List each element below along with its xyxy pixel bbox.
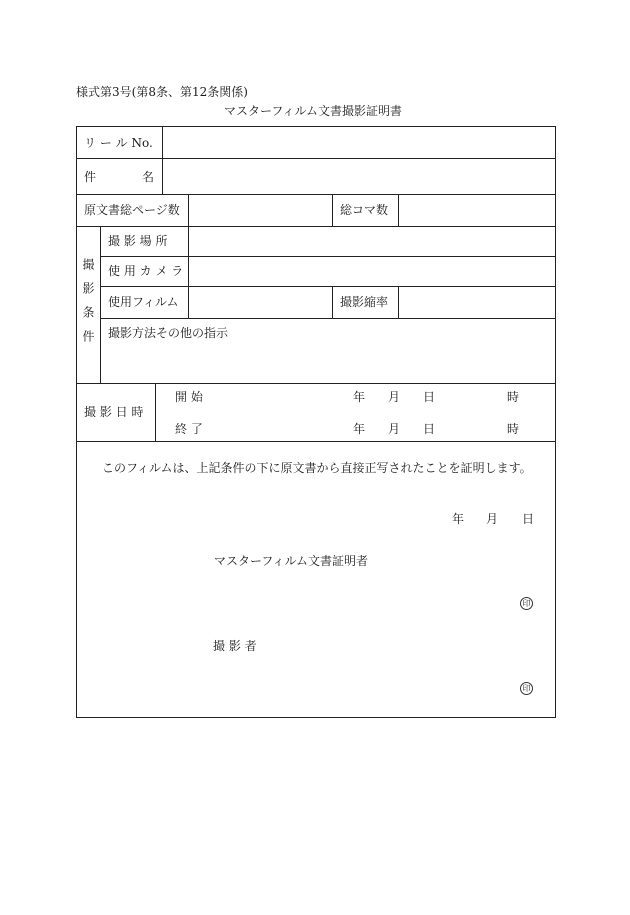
start-hour-label: 時 <box>507 390 520 404</box>
document-title: マスターフィルム文書撮影証明書 <box>224 104 402 118</box>
camera-used-label: 使 用 カ メ ラ <box>108 264 184 278</box>
certification-month-label: 月 <box>486 512 499 526</box>
item-name-label-end: 名 <box>142 170 155 184</box>
certifier-seal-icon: 印 <box>520 597 533 610</box>
photographer-label: 撮 影 者 <box>213 639 257 653</box>
total-pages-label: 原文書総ページ数 <box>84 203 180 217</box>
certification-statement: このフィルムは、上記条件の下に原文書から直接正写されたことを証明します。 <box>102 461 532 475</box>
total-frames-label: 総コマ数 <box>340 203 389 217</box>
shooting-datetime-label: 撮 影 日 時 <box>84 405 144 419</box>
start-label: 開 始 <box>175 390 203 404</box>
item-name-label-start: 件 <box>84 170 97 184</box>
certificate-form <box>76 126 556 718</box>
reduction-ratio-label: 撮影縮率 <box>340 295 389 309</box>
end-hour-label: 時 <box>507 422 520 436</box>
start-month-label: 月 <box>388 390 401 404</box>
shooting-location-label: 撮 影 場 所 <box>108 234 168 248</box>
form-number: 様式第3号(第8条、第12条関係) <box>76 85 248 99</box>
film-used-label: 使用フィルム <box>108 295 179 309</box>
shooting-method-label: 撮影方法その他の指示 <box>108 326 229 340</box>
reel-number-label: リ ー ル No. <box>84 136 153 150</box>
certification-year-label: 年 <box>452 512 465 526</box>
start-year-label: 年 <box>353 390 366 404</box>
photographer-seal-icon: 印 <box>520 682 533 695</box>
certifier-label: マスターフィルム文書証明者 <box>214 554 368 568</box>
end-label: 終 了 <box>175 422 203 436</box>
end-month-label: 月 <box>388 422 401 436</box>
end-day-label: 日 <box>423 422 436 436</box>
end-year-label: 年 <box>353 422 366 436</box>
certification-day-label: 日 <box>522 512 535 526</box>
start-day-label: 日 <box>423 390 436 404</box>
shooting-conditions-label: 撮影条件 <box>81 258 95 354</box>
